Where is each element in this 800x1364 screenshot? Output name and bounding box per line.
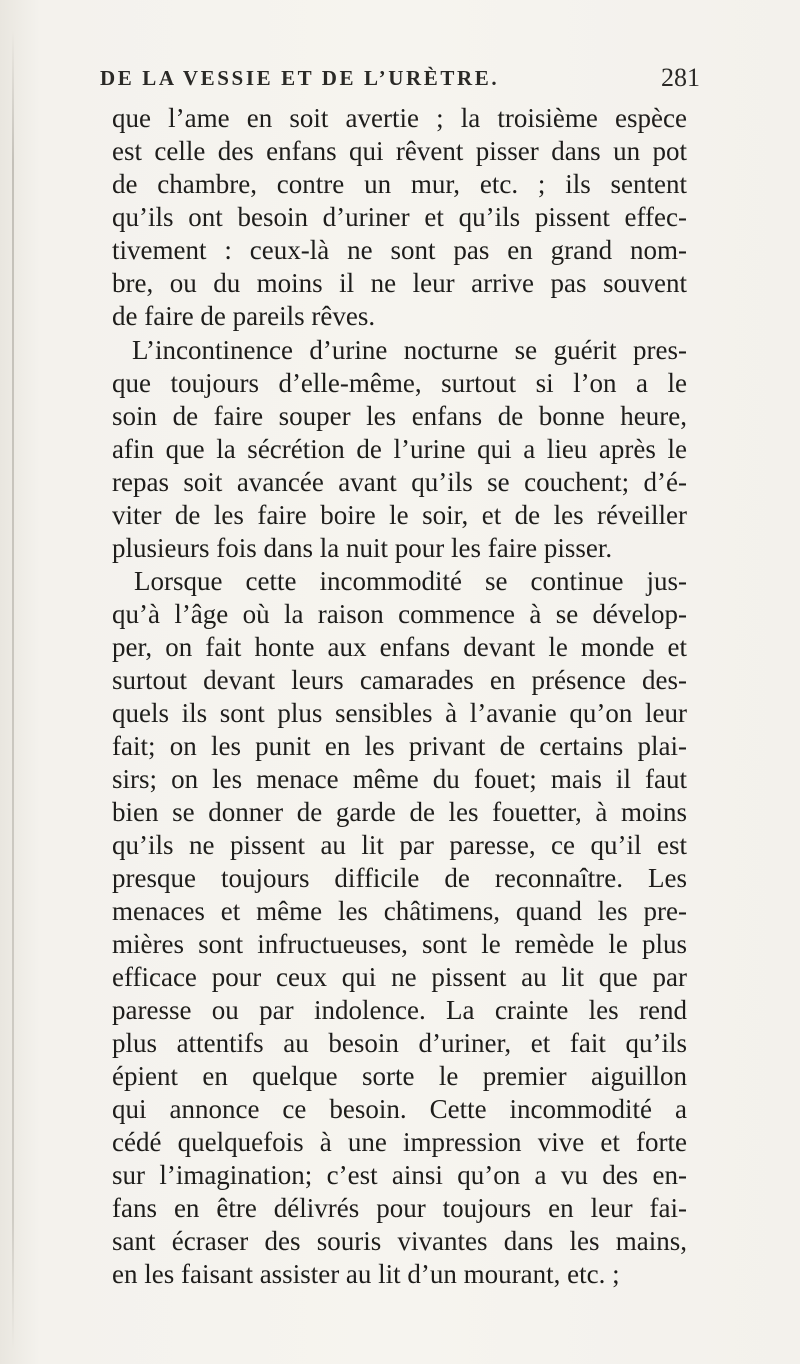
- text-line: de faire de pareils rêves.: [112, 301, 376, 331]
- text-line: qu’à l’âge où la raison commence à se dévelop-: [112, 599, 687, 629]
- text-line: viter de les faire boire le soir, et de les réveiller: [112, 500, 687, 530]
- text-line: plus attentifs au besoin d’uriner, et fait qu’ils: [112, 1028, 687, 1058]
- running-title: DE LA VESSIE ET DE L’URÈTRE.: [100, 66, 500, 90]
- text-line: surtout devant leurs camarades en présence des-: [112, 665, 687, 695]
- text-line: fans en être délivrés pour toujours en leur fai-: [112, 1193, 687, 1223]
- text-line: presque toujours difficile de reconnaître. Les: [112, 863, 687, 893]
- text-line: que toujours d’elle-même, surtout si l’on a le: [112, 368, 687, 398]
- text-line: plusieurs fois dans la nuit pour les faire pisser.: [112, 533, 613, 563]
- page-number: 281: [661, 63, 700, 92]
- paragraph-start-line: L’incontinence d’urine nocturne se guérit pres-: [132, 335, 687, 365]
- text-line: bre, ou du moins il ne leur arrive pas souvent: [112, 268, 687, 298]
- text-line: paresse ou par indolence. La crainte les rend: [112, 995, 687, 1025]
- text-line: épient en quelque sorte le premier aiguillon: [112, 1061, 687, 1091]
- text-line: per, on fait honte aux enfans devant le monde et: [112, 632, 687, 662]
- paragraph-start-line: Lorsque cette incommodité se continue jus-: [134, 566, 687, 596]
- text-line: qu’ils ont besoin d’uriner et qu’ils pissent effec-: [112, 202, 687, 232]
- running-head: [100, 63, 700, 96]
- text-line: efficace pour ceux qui ne pissent au lit que par: [112, 962, 687, 992]
- text-line: tivement : ceux-là ne sont pas en grand nom-: [112, 235, 687, 265]
- text-line: est celle des enfans qui rêvent pisser dans un pot: [112, 136, 687, 166]
- text-line: bien se donner de garde de les fouetter, à moins: [112, 797, 687, 827]
- binding-gutter: [12, 30, 14, 1350]
- text-line: de chambre, contre un mur, etc. ; ils sentent: [112, 169, 687, 199]
- text-line: soin de faire souper les enfans de bonne heure,: [112, 401, 687, 431]
- text-line: mières sont infructueuses, sont le remède le plus: [112, 929, 687, 959]
- text-line: sirs; on les menace même du fouet; mais il faut: [112, 764, 687, 794]
- text-line: repas soit avancée avant qu’ils se couchent; d’é-: [112, 467, 687, 497]
- text-line: en les faisant assister au lit d’un mourant, etc. ;: [112, 1259, 620, 1289]
- text-line: qui annonce ce besoin. Cette incommodité a: [112, 1094, 687, 1124]
- text-line: que l’ame en soit avertie ; la troisième espèce: [112, 103, 687, 133]
- text-line: sur l’imagination; c’est ainsi qu’on a vu des en-: [112, 1160, 687, 1190]
- text-line: sant écraser des souris vivantes dans les mains,: [112, 1226, 687, 1256]
- text-line: menaces et même les châtimens, quand les pre-: [112, 896, 687, 926]
- text-line: fait; on les punit en les privant de certains plai-: [112, 731, 687, 761]
- text-line: afin que la sécrétion de l’urine qui a lieu après le: [112, 434, 687, 464]
- text-line: qu’ils ne pissent au lit par paresse, ce qu’il est: [112, 830, 687, 860]
- text-line: cédé quelquefois à une impression vive et forte: [112, 1127, 687, 1157]
- text-line: quels ils sont plus sensibles à l’avanie qu’on leur: [112, 698, 687, 728]
